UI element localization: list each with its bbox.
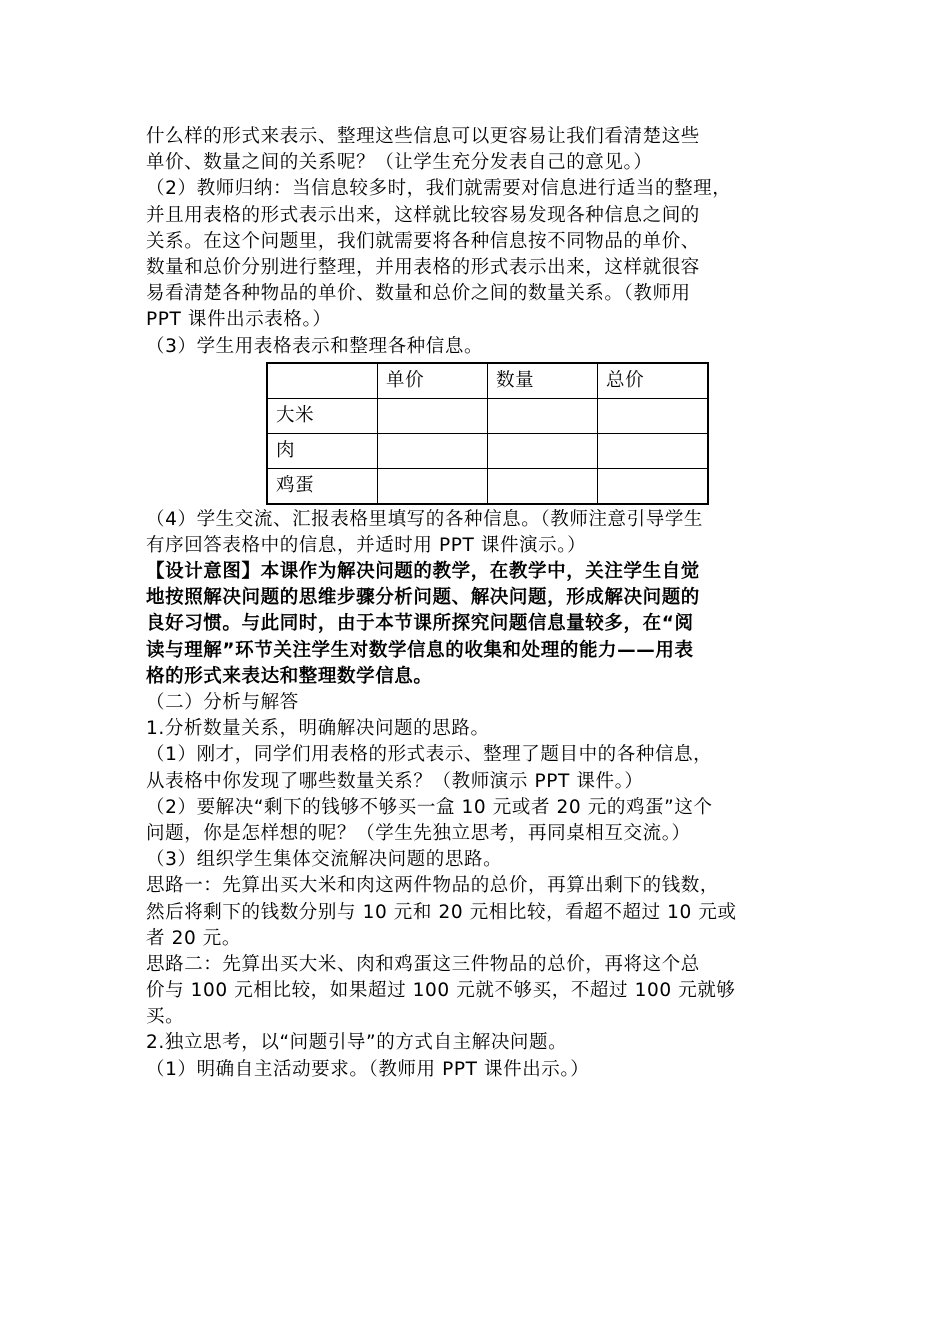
- table-cell: 大米: [267, 398, 378, 433]
- text-line: （2）要解决“剩下的钱够不够买一盒 10 元或者 20 元的鸡蛋”这个: [146, 796, 713, 818]
- text-line: 然后将剩下的钱数分别与 10 元和 20 元相比较，看超不超过 10 元或: [146, 901, 737, 923]
- text-line: 价与 100 元相比较，如果超过 100 元就不够买，不超过 100 元就够: [146, 980, 736, 1002]
- table-cell: [378, 433, 488, 468]
- table-cell: [488, 468, 598, 504]
- design-intent-line: 地按照解决问题的思维步骤分析问题、解决问题，形成解决问题的: [146, 587, 700, 609]
- text-line: （1）刚才，同学们用表格的形式表示、整理了题目中的各种信息，: [146, 744, 713, 766]
- table-cell: [378, 398, 488, 433]
- info-table-container: [266, 362, 808, 505]
- text-line: 思路二：先算出买大米、肉和鸡蛋这三件物品的总价，再将这个总: [146, 953, 700, 975]
- table-row: [267, 468, 708, 504]
- text-line: 什么样的形式来表示、整理这些信息可以更容易让我们看清楚这些: [146, 126, 700, 147]
- paragraph-block-analysis: [146, 690, 808, 1083]
- text-line: 单价、数量之间的关系呢？（让学生充分发表自己的意见。）: [146, 152, 653, 174]
- design-intent-line: 格的形式来表达和整理数学信息。: [146, 665, 433, 687]
- text-line: 者 20 元。: [146, 927, 242, 949]
- text-line: 有序回答表格中的信息，并适时用 PPT 课件演示。）: [146, 534, 587, 556]
- table-cell: [598, 433, 709, 468]
- design-intent-block: [146, 559, 808, 690]
- table-cell: [488, 398, 598, 433]
- table-header-cell: 单价: [378, 363, 488, 399]
- info-table: [266, 362, 709, 505]
- text-line: 买。: [146, 1006, 185, 1028]
- table-cell: [598, 398, 709, 433]
- text-line: 1.分析数量关系，明确解决问题的思路。: [146, 718, 490, 740]
- table-cell: [378, 468, 488, 504]
- text-line: PPT 课件出示表格。）: [146, 309, 332, 331]
- design-intent-line: 读与理解”环节关注学生对数学信息的收集和处理的能力——用表: [146, 639, 694, 661]
- text-line: （2）教师归纳：当信息较多时，我们就需要对信息进行适当的整理，: [146, 178, 732, 200]
- text-line: （3）组织学生集体交流解决问题的思路。: [146, 849, 503, 871]
- text-line: 易看清楚各种物品的单价、数量和总价之间的数量关系。（教师用: [146, 283, 691, 305]
- table-row: [267, 433, 708, 468]
- text-line: 数量和总价分别进行整理，并用表格的形式表示出来，这样就很容: [146, 256, 700, 278]
- paragraph-block-exchange: [146, 507, 808, 559]
- paragraph-block-intro: [146, 124, 808, 360]
- text-line: 从表格中你发现了哪些数量关系？（教师演示 PPT 课件。）: [146, 770, 644, 792]
- text-line: （3）学生用表格表示和整理各种信息。: [146, 335, 484, 357]
- table-cell: [598, 468, 709, 504]
- text-line: （4）学生交流、汇报表格里填写的各种信息。（教师注意引导学生: [146, 508, 704, 530]
- text-line: 问题，你是怎样想的呢？（学生先独立思考，再同桌相互交流。）: [146, 822, 691, 844]
- table-header-cell: 总价: [598, 363, 709, 399]
- text-line: 2.独立思考，以“问题引导”的方式自主解决问题。: [146, 1032, 568, 1054]
- table-cell: 肉: [267, 433, 378, 468]
- table-cell: 鸡蛋: [267, 468, 378, 504]
- table-header-cell: 数量: [488, 363, 598, 399]
- table-header-cell: [267, 363, 378, 399]
- text-line: 并且用表格的形式表示出来，这样就比较容易发现各种信息之间的: [146, 204, 700, 226]
- text-line: （1）明确自主活动要求。（教师用 PPT 课件出示。）: [146, 1058, 590, 1080]
- document-page: [146, 124, 808, 1083]
- text-line: 关系。在这个问题里，我们就需要将各种信息按不同物品的单价、: [146, 230, 700, 252]
- table-cell: [488, 433, 598, 468]
- design-intent-line: 【设计意图】本课作为解决问题的教学，在教学中，关注学生自觉: [146, 561, 700, 583]
- design-intent-line: 良好习惯。与此同时，由于本节课所探究问题信息量较多，在“阅: [146, 613, 694, 635]
- table-header-row: [267, 363, 708, 399]
- table-row: [267, 398, 708, 433]
- section-heading: （二）分析与解答: [146, 692, 299, 713]
- text-line: 思路一：先算出买大米和肉这两件物品的总价，再算出剩下的钱数，: [146, 875, 720, 897]
